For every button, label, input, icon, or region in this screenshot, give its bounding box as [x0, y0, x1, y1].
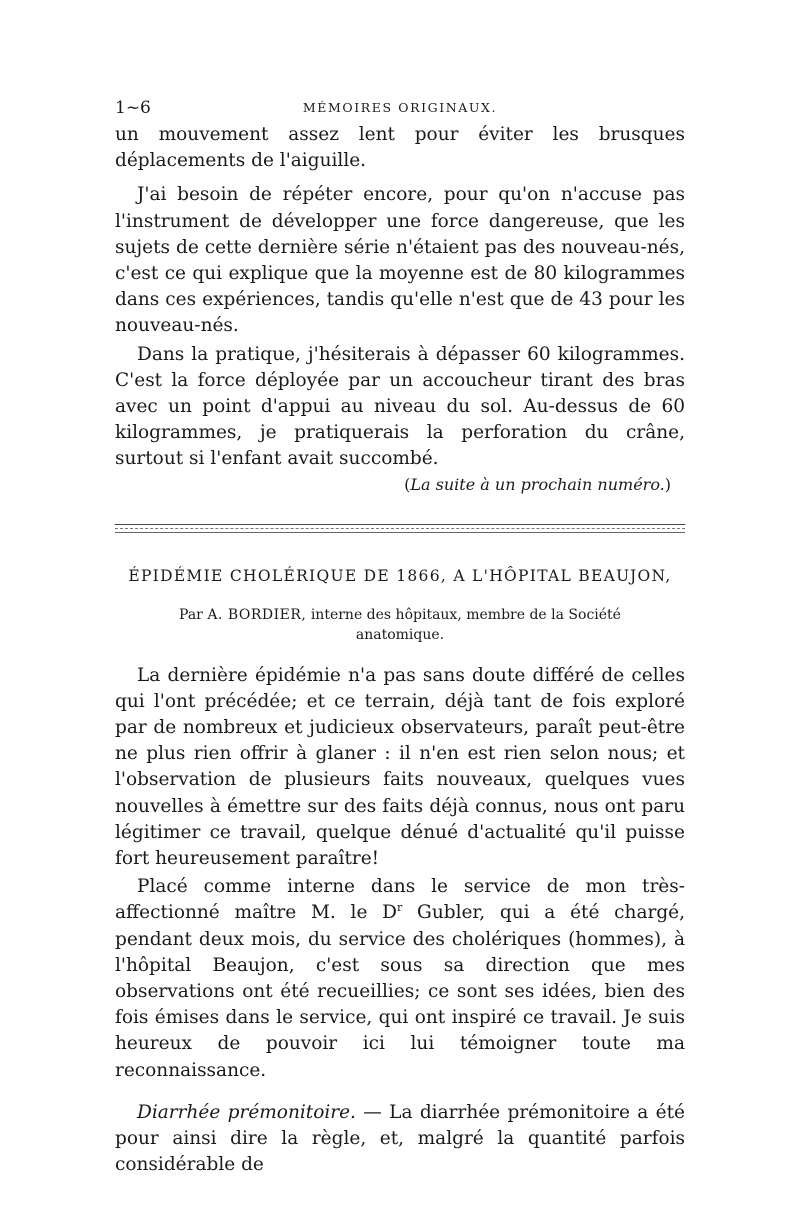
running-title: MÉMOIRES ORIGINAUX. [302, 100, 498, 115]
superscript: r [397, 901, 403, 915]
paragraph: La dernière épidémie n'a pas sans doute différé de celles qui l'ont précédée; et ce terrain, déjà tant de fois exploré par de nombreux et judicieux observateurs, paraît peut-être ne plus rien offrir à glaner : il n'en est rien selon nous; et l'observation de plusieurs faits nouveaux, quelques vues nouvelles à émettre sur des faits déjà connus, nous ont paru légitimer ce travail, quelque dénué d'actualité qu'il puisse fort heureusement paraître! [115, 664, 685, 870]
byline-prefix: Par [179, 606, 203, 623]
section-heading: Diarrhée prémonitoire. [137, 1101, 356, 1123]
paragraph-text: Gubler, qui a été chargé, pendant deux mois, du service des cholériques (hommes), à l'hôpital Beaujon, c'est sous sa direction que mes observations ont été recueillies; ce sont ses idées, bien des fois émises dans le service, qui ont inspiré ce travail. Je suis heureux de pouvoir ici lui témoigner toute ma reconnaissance. [115, 902, 685, 1081]
article-body [115, 663, 685, 1179]
previous-article-end [115, 122, 685, 494]
paragraph [115, 874, 685, 1084]
running-head [115, 96, 685, 122]
paragraph: J'ai besoin de répéter encore, pour qu'on n'accuse pas l'instrument de développer une force dangereuse, que les sujets de cette dernière série n'étaient pas des nouveau-nés, c'est ce qui explique que la moyenne est de 80 kilogrammes dans ces expériences, tandis qu'elle n'est que de 43 pour les nouveau-nés. [115, 184, 685, 337]
paragraph: Dans la pratique, j'hésiterais à dépasser 60 kilogrammes. C'est la force déployée par un accoucheur tirant des bras avec un point d'appui au niveau du sol. Au-dessus de 60 kilogrammes, je pratiquerais la perforation du crâne, surtout si l'enfant avait succombé. [115, 343, 685, 470]
paragraph-text: Placé comme interne dans le service de mon très-affectionné maître M. le D [115, 876, 685, 924]
author-affiliation: interne des hôpitaux, membre de la Société anatomique. [310, 606, 621, 643]
paragraph [115, 1100, 685, 1179]
continuation-note: (La suite à un prochain numéro.) [404, 474, 671, 494]
paragraph: un mouvement assez lent pour éviter les brusques déplacements de l'aiguille. [115, 124, 685, 172]
paragraph-text: — La diarrhée prémonitoire a été pour ainsi dire la règle, et, malgré la quantité parfois considérable de [115, 1101, 685, 1176]
author-name: A. BORDIER, [207, 606, 307, 623]
article-title: ÉPIDÉMIE CHOLÉRIQUE DE 1866, A L'HÔPITAL BEAUJON, [128, 566, 672, 585]
byline [115, 605, 685, 645]
page [115, 96, 685, 1179]
continuation-note-text: La suite à un prochain numéro. [410, 474, 665, 494]
divider-line [115, 524, 685, 525]
section-divider [115, 524, 685, 533]
divider-line [115, 532, 685, 533]
page-number: 1~6 [115, 98, 151, 118]
divider-line [115, 528, 685, 529]
